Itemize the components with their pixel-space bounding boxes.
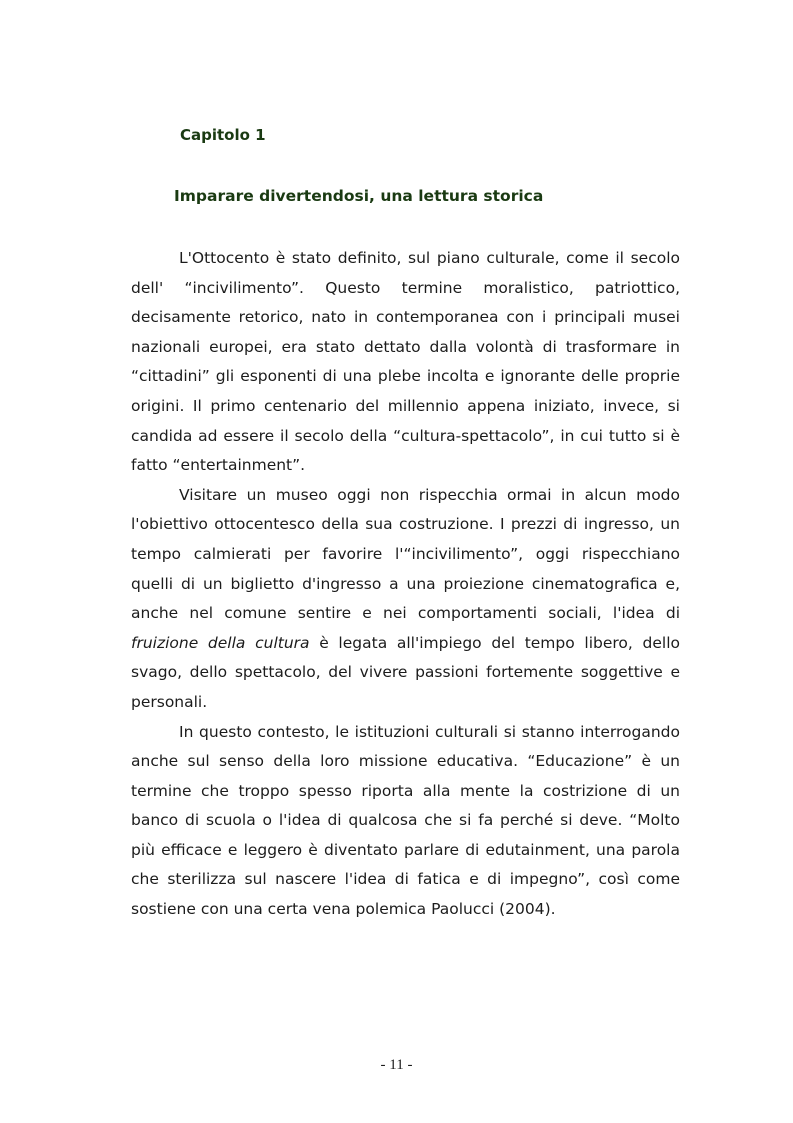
page-number: - 11 - xyxy=(380,1057,413,1073)
paragraph-2-part-2: è legata all'impiego del tempo libero, dello svago, dello spettacolo, del vivere passioni fortemente soggettive e personali. xyxy=(131,633,680,711)
paragraph-1: L'Ottocento è stato definito, sul piano culturale, come il secolo dell' “incivilimento”. Questo termine moralistico, patriottico, decisamente retorico, nato in contemporanea con i principali musei nazionali europei, era stato dettato dalla volontà di trasformare in “cittadini” gli esponenti di una plebe incolta e ignorante delle proprie origini. Il primo centenario del millennio appena iniziato, invece, si candida ad essere il secolo della “cultura-spettacolo”, in cui tutto si è fatto “entertainment”. xyxy=(131,249,680,475)
emphasis-fruizione: fruizione della cultura xyxy=(131,633,310,652)
paragraph-3: In questo contesto, le istituzioni culturali si stanno interrogando anche sul senso della loro missione educativa. “Educazione” è un termine che troppo spesso riporta alla mente la costrizione di un banco di scuola o l'idea di qualcosa che si fa perché si deve. “Molto più efficace e leggero è diventato parlare di edutainment, una parola che sterilizza sul nascere l'idea di fatica e di impegno”, così come sostiene con una certa vena polemica Paolucci (2004). xyxy=(131,722,680,919)
paragraph-2-part-1: Visitare un museo oggi non rispecchia ormai in alcun modo l'obiettivo ottocentesco della sua costruzione. I prezzi di ingresso, un tempo calmierati per favorire l'“incivilimento”, oggi rispecchiano quelli di un biglietto d'ingresso a una proiezione cinematografica e, anche nel comune sentire e nei comportamenti sociali, l'idea di xyxy=(131,485,680,623)
chapter-title: Imparare divertendosi, una lettura storica xyxy=(174,187,544,205)
chapter-label: Capitolo 1 xyxy=(180,126,266,144)
paragraph-2 xyxy=(131,481,680,718)
body-text xyxy=(131,244,680,925)
